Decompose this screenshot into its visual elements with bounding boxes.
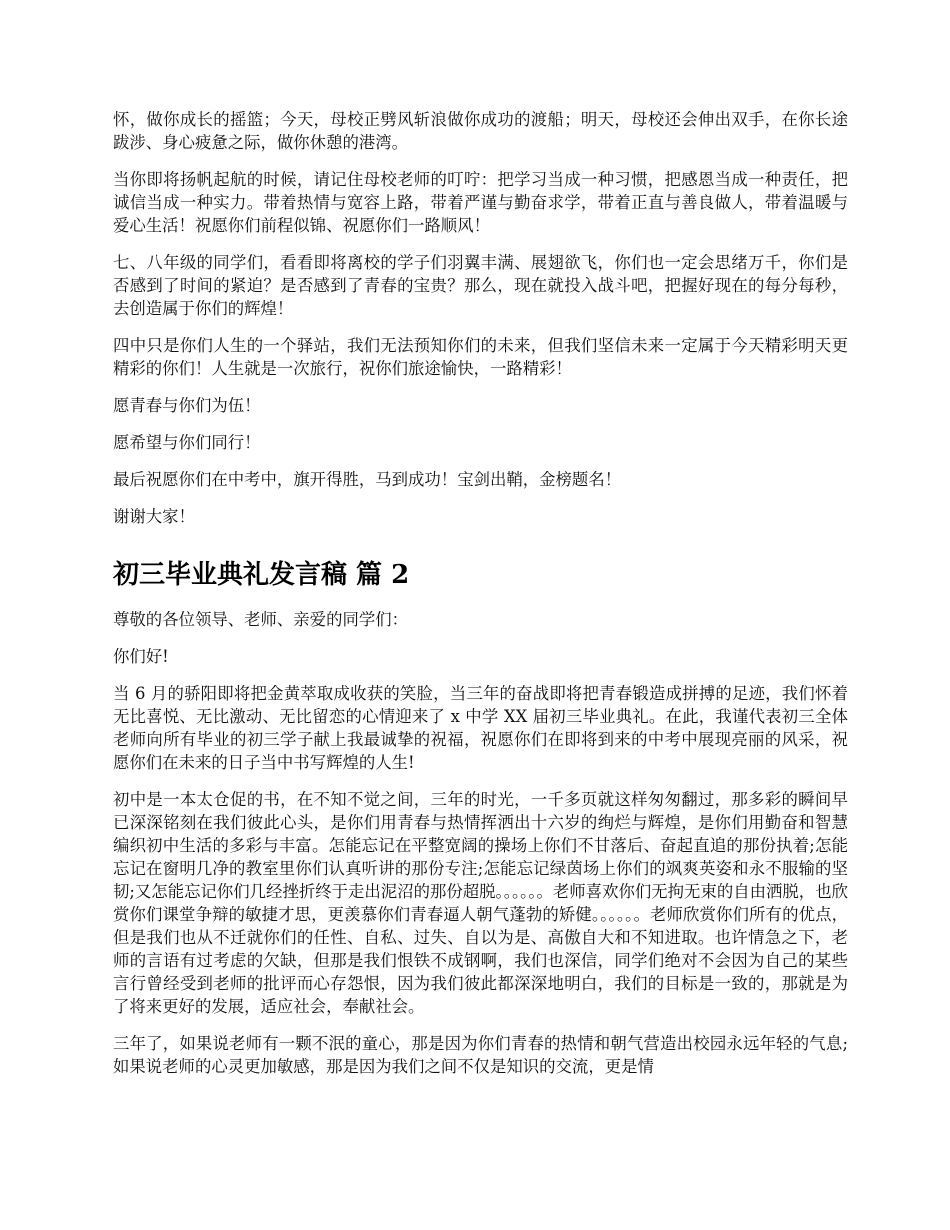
- paragraph: 尊敬的各位领导、老师、亲爱的同学们：: [113, 610, 409, 629]
- paragraph: 谢谢大家！: [113, 507, 195, 526]
- paragraph: 最后祝愿你们在中考中，旗开得胜，马到成功！宝剑出鞘，金榜题名！: [113, 470, 622, 489]
- paragraph: 当你即将扬帆起航的时候，请记住母校老师的叮咛：把学习当成一种习惯，把感恩当成一种责任，把诚信当成一种实力。带着热情与宽容上路，带着严谨与勤奋求学，带着正直与善良做人，带着温暖与爱心生活！祝愿你们前程似锦、祝愿你们一路顺风！: [113, 170, 848, 235]
- paragraph: 愿希望与你们同行！: [113, 433, 261, 452]
- paragraph: 七、八年级的同学们，看看即将离校的学子们羽翼丰满、展翅欲飞，你们也一定会思绪万千，你们是否感到了时间的紧迫？是否感到了青春的宝贵？那么，现在就投入战斗吧，把握好现在的每分每秒，去创造属于你们的辉煌！: [113, 253, 848, 318]
- paragraph: 怀，做你成长的摇篮；今天，母校正劈风斩浪做你成功的渡船；明天，母校还会伸出双手，在你长途跋涉、身心疲惫之际，做你休憩的港湾。: [113, 110, 848, 152]
- document-page: [113, 108, 848, 1092]
- section-heading: 初三毕业典礼发言稿 篇 2: [113, 560, 410, 590]
- paragraph: 当 6 月的骄阳即将把金黄萃取成收获的笑脸，当三年的奋战即将把青春锻造成拼搏的足迹，我们怀着无比喜悦、无比激动、无比留恋的心情迎来了 x 中学 XX 届初三毕业典礼。在此，我谨代表初三全体老师向所有毕业的初三学子献上我最诚挚的祝福，祝愿你们在即将到来的中考中展现亮丽的风采，祝愿你们在未来的日子当中书写辉煌的人生!: [113, 684, 848, 772]
- paragraph: 愿青春与你们为伍！: [113, 396, 261, 415]
- paragraph: 三年了，如果说老师有一颗不泯的童心，那是因为你们青春的热情和朝气营造出校园永远年轻的气息;如果说老师的心灵更加敏感，那是因为我们之间不仅是知识的交流，更是情: [113, 1034, 848, 1076]
- paragraph: 初中是一本太仓促的书，在不知不觉之间，三年的时光，一千多页就这样匆匆翻过，那多彩的瞬间早已深深铭刻在我们彼此心头，是你们用青春与热情挥洒出十六岁的绚烂与辉煌，是你们用勤奋和智慧编织初中生活的多彩与丰富。怎能忘记在平整宽阔的操场上你们不甘落后、奋起直追的那份执着;怎能忘记在窗明几净的教室里你们认真听讲的那份专注;怎能忘记绿茵场上你们的飒爽英姿和永不服输的坚韧;又怎能忘记你们几经挫折终于走出泥沼的那份超脱。。。。。。老师喜欢你们无拘无束的自由洒脱，也欣赏你们课堂争辩的敏捷才思，更羡慕你们青春逼人朝气蓬勃的矫健。。。。。。老师欣赏你们所有的优点，但是我们也从不迁就你们的任性、自私、过失、自以为是、高傲自大和不知进取。也许情急之下，老师的言语有过考虑的欠缺，但那是我们恨铁不成钢啊，我们也深信，同学们绝对不会因为自己的某些言行曾经受到老师的批评而心存怨恨，因为我们彼此都深深地明白，我们的目标是一致的，那就是为了将来更好的发展，适应社会，奉献社会。: [113, 790, 848, 1016]
- paragraph: 四中只是你们人生的一个驿站，我们无法预知你们的未来，但我们坚信未来一定属于今天精彩明天更精彩的你们！人生就是一次旅行，祝你们旅途愉快，一路精彩！: [113, 336, 848, 378]
- paragraph: 你们好!: [113, 647, 169, 666]
